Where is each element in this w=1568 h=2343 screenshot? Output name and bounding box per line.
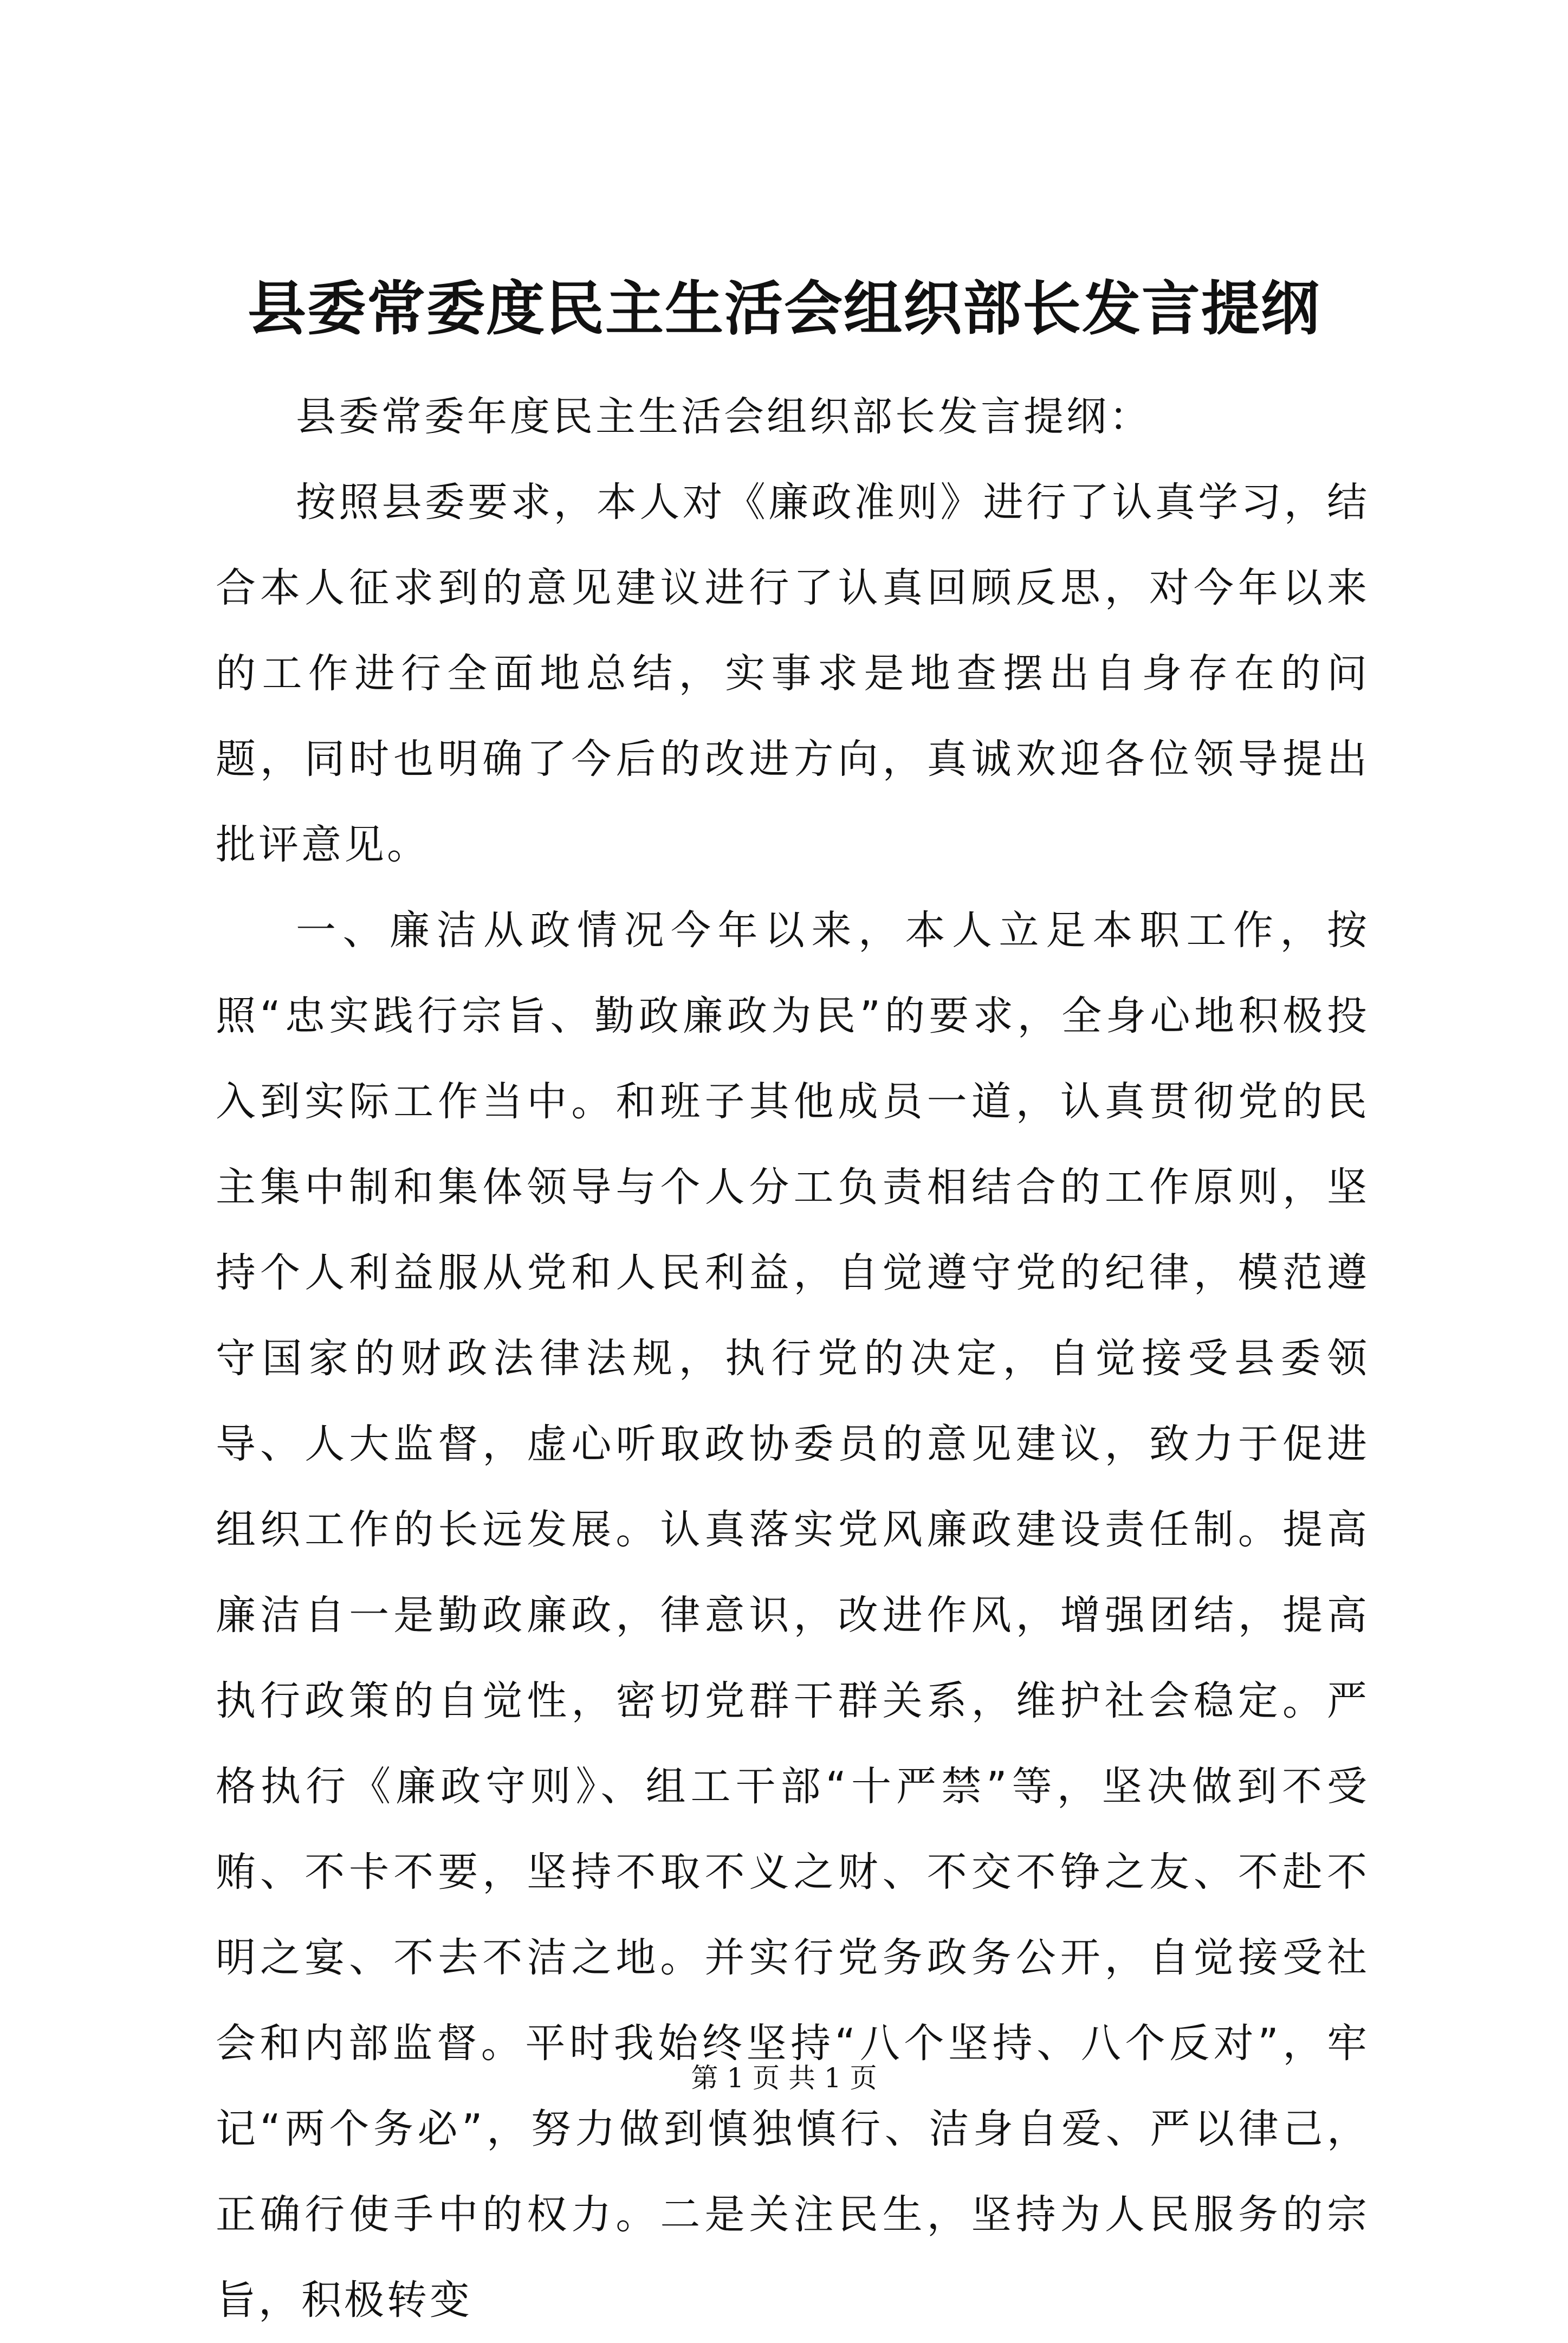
document-title: 县委常委度民主生活会组织部长发言提纲 [247,275,1320,343]
paragraph-section-one: 一、廉洁从政情况今年以来，本人立足本职工作，按照“忠实践行宗旨、勤政廉政为民”的要求，全身心地积极投入到实际工作当中。和班子其他成员一道，认真贯彻党的民主集中制和集体领导与个人分工负责相结合的工作原则，坚持个人利益服从党和人民利益，自觉遵守党的纪律，模范遵守国家的财政法律法规，执行党的决定，自觉接受县委领导、人大监督，虚心听取政协委员的意见建议，致力于促进组织工作的长远发展。认真落实党风廉政建设责任制。提高廉洁自一是勤政廉政，律意识，改进作风，增强团结，提高执行政策的自觉性，密切党群干群关系，维护社会稳定。严格执行《廉政守则》、组工干部“十严禁”等，坚决做到不受贿、不卡不要，坚持不取不义之财、不交不铮之友、不赴不明之宴、不去不洁之地。并实行党务政务公开，自觉接受社会和内部监督。平时我始终坚持“八个坚持、八个反对”，牢记“两个务必”，努力做到慎独慎行、洁身自爱、严以律己，正确行使手中的权力。二是关注民生，坚持为人民服务的宗旨，积极转变 [216,907,1370,2323]
intro-line: 县委常委年度民主生活会组织部长发言提纲： [296,393,1152,440]
document-body [216,374,1370,2343]
paragraph-opening: 按照县委要求，本人对《廉政准则》进行了认真学习，结合本人征求到的意见建议进行了认真回顾反思，对今年以来的工作进行全面地总结，实事求是地查摆出自身存在的问题，同时也明确了今后的改进方向，真诚欢迎各位领导提出批评意见。 [216,479,1370,868]
page-footer: 第 1 页 共 1 页 [691,2062,877,2094]
